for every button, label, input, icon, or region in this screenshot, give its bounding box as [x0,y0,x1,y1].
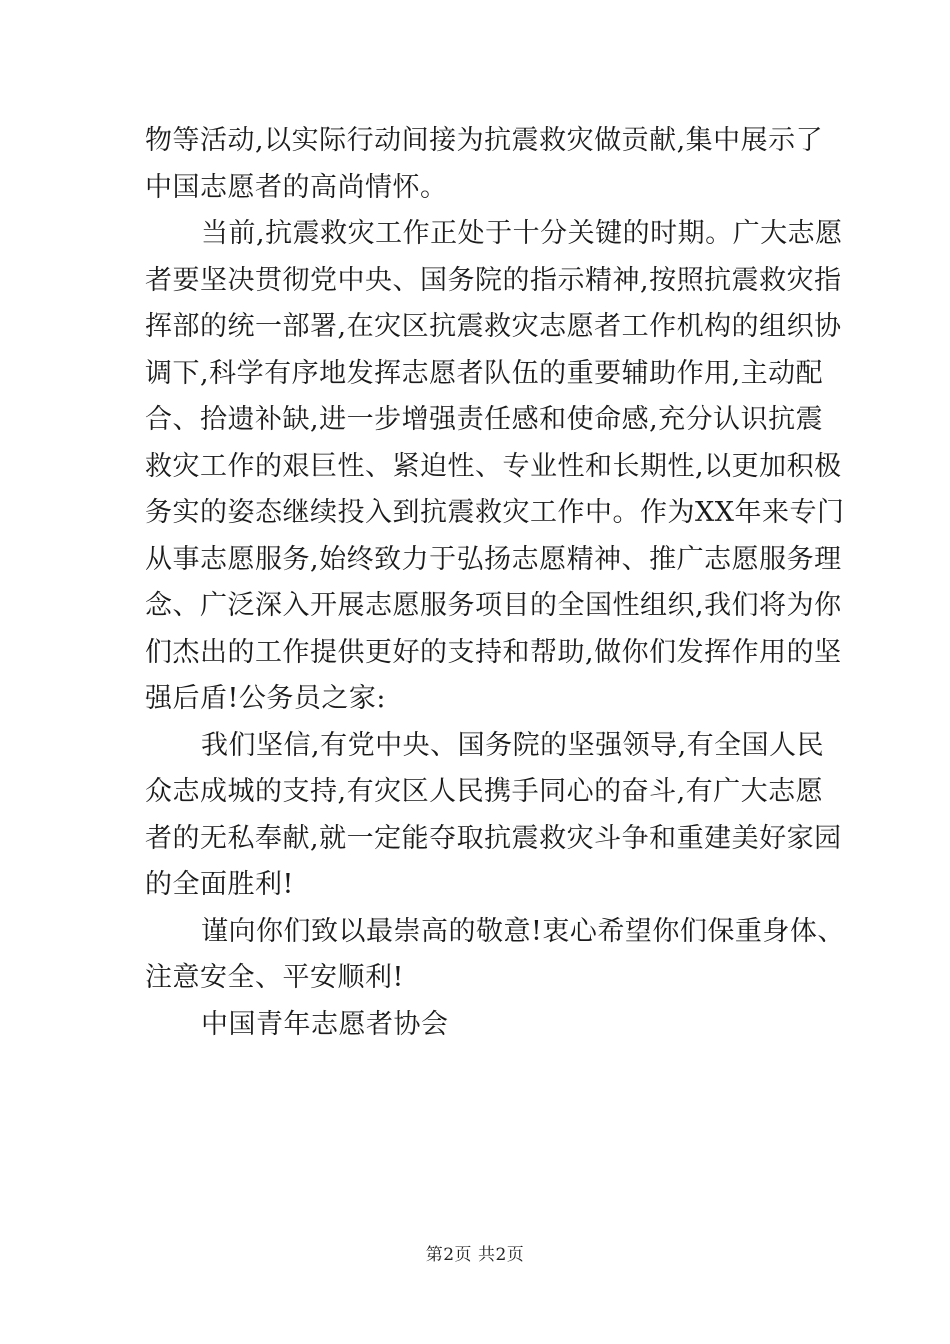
text-line: 调下,科学有序地发挥志愿者队伍的重要辅助作用,主动配 [145,357,824,389]
text-line: 务实的姿态继续投入到抗震救灾工作中。作为XX年来专门 [145,497,845,528]
text-line: 当前,抗震救灾工作正处于十分关键的时期。广大志愿 [201,218,843,249]
text-line: 中国志愿者的高尚情怀。 [145,171,448,203]
text-line: 挥部的统一部署,在灾区抗震救灾志愿者工作机构的组织协 [145,311,842,342]
text-line: 救灾工作的艰巨性、紧迫性、专业性和长期性,以更加积极 [145,450,842,482]
text-line: 我们坚信,有党中央、国务院的坚强领导,有全国人民 [201,729,825,761]
text-line: 注意安全、平安顺利! [145,962,404,993]
signature-line: 中国青年志愿者协会 [201,1008,449,1040]
page-number-label: 第2页 共2页 [425,1245,525,1265]
document-body [145,118,845,1048]
text-line: 者的无私奉献,就一定能夺取抗震救灾斗争和重建美好家园 [145,822,842,854]
text-line: 们杰出的工作提供更好的支持和帮助,做你们发挥作用的坚 [145,636,842,668]
text-line: 从事志愿服务,始终致力于弘扬志愿精神、推广志愿服务理 [145,543,842,575]
text-line: 念、广泛深入开展志愿服务项目的全国性组织,我们将为你 [145,590,842,621]
text-line: 的全面胜利! [145,869,294,900]
text-line: 众志成城的支持,有灾区人民携手同心的奋斗,有广大志愿 [145,776,824,807]
text-line: 者要坚决贯彻党中央、国务院的指示精神,按照抗震救灾指 [145,264,842,296]
page-footer [0,1240,950,1265]
text-line: 合、拾遗补缺,进一步增强责任感和使命感,充分认识抗震 [145,404,824,435]
text-line: 物等活动,以实际行动间接为抗震救灾做贡献,集中展示了 [145,125,824,156]
text-line: 强后盾!公务员之家: [145,683,386,714]
text-line: 谨向你们致以最崇高的敬意!衷心希望你们保重身体、 [201,915,845,947]
